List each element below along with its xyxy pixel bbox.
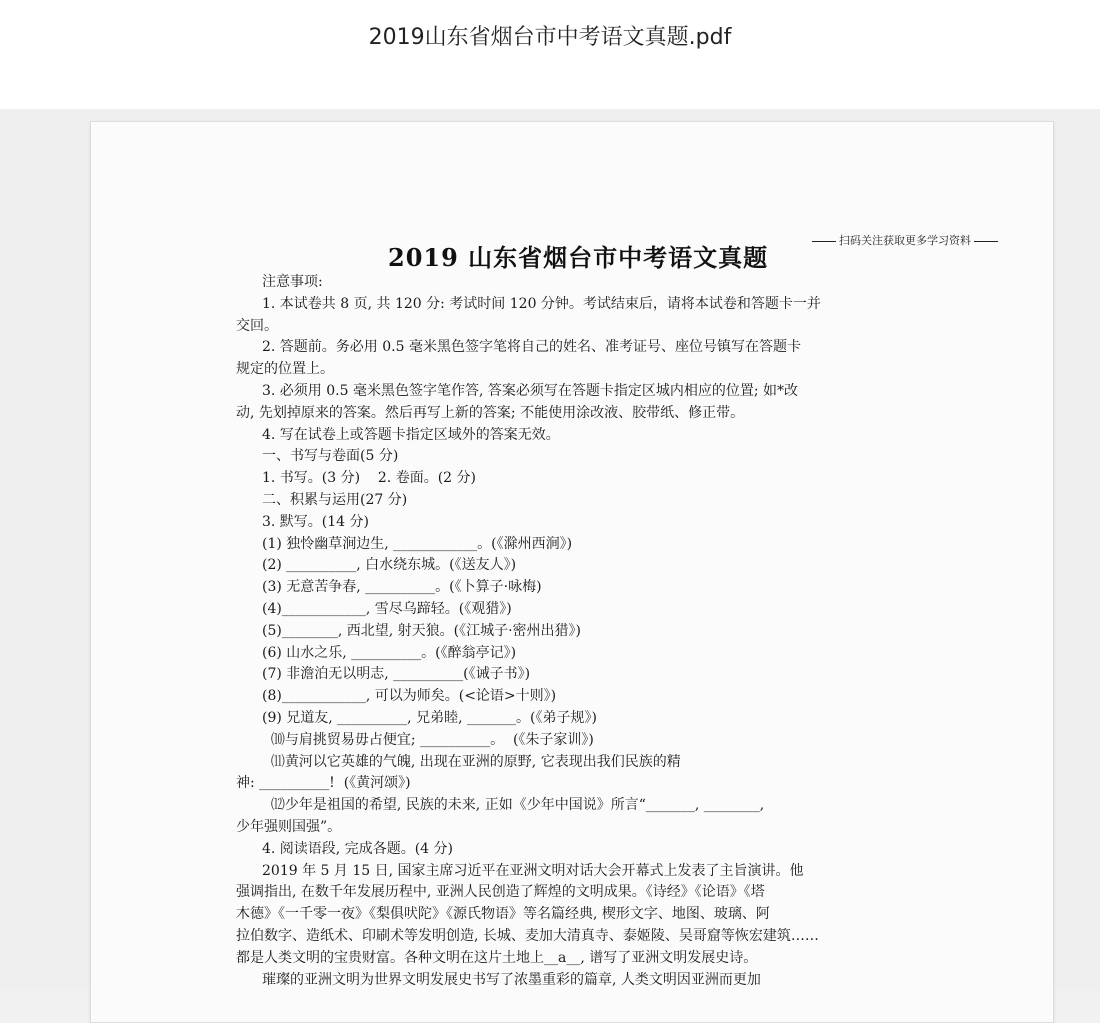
text-line: 神: __________! (《黄河颂》) <box>236 775 411 792</box>
text-line: 2019 年 5 月 15 日, 国家主席习近平在亚洲文明对话大会开幕式上发表了主旨演讲。他 <box>262 862 804 879</box>
text-line: (5)________, 西北望, 射天狼。(《江城子·密州出猎》) <box>262 622 582 639</box>
text-line: 交回。 <box>236 317 278 334</box>
exam-title: 2019 山东省烟台市中考语文真题 <box>388 243 769 272</box>
text-line: ⑿少年是祖国的希望, 民族的未来, 正如《少年中国说》所言“_______, ________, <box>262 797 765 814</box>
text-line: 拉伯数字、造纸术、印刷术等发明创造, 长城、麦加大清真寺、泰姬陵、吴哥窟等恢宏建筑…… <box>236 927 819 944</box>
text-line: ⑾黄河以它英雄的气魄, 出现在亚洲的原野, 它表现出我们民族的精 <box>262 753 681 770</box>
text-line: 二、积累与运用(27 分) <box>262 491 408 508</box>
text-line: 4. 写在试卷上或答题卡指定区域外的答案无效。 <box>262 426 560 443</box>
text-line: (7) 非澹泊无以明志, __________(《诫子书》) <box>262 666 531 683</box>
text-line: 1. 本试卷共 8 页, 共 120 分: 考试时间 120 分钟。考试结束后，请将本试卷和答题卡一并 <box>262 295 821 312</box>
qr-note-text: 扫码关注获取更多学习资料 <box>839 234 971 247</box>
text-line: 动, 先划掉原来的答案。然后再写上新的答案; 不能使用涂改液、胶带纸、修正带。 <box>236 404 745 421</box>
text-line: (2) __________, 白水绕东城。(《送友人》) <box>262 557 517 574</box>
text-line: 4. 阅读语段, 完成各题。(4 分) <box>262 840 453 857</box>
text-line: 都是人类文明的宝贵财富。各种文明在这片土地上__a__, 谱写了亚洲文明发展史诗。 <box>236 949 758 966</box>
text-line: (1) 独怜幽草涧边生, ____________。(《滁州西涧》) <box>262 535 573 552</box>
text-line: 1. 书写。(3 分) 2. 卷面。(2 分) <box>262 470 476 487</box>
text-line: 规定的位置上。 <box>236 361 334 378</box>
text-line: (6) 山水之乐, __________。(《醉翁亭记》) <box>262 644 517 661</box>
text-line: (9) 兄道友, __________, 兄弟睦, _______。(《弟子规》) <box>262 709 597 726</box>
text-line: 一、书写与卷面(5 分) <box>262 448 399 465</box>
text-line: ⑽与肩挑贸易毋占便宜; __________。 (《朱子家训》) <box>262 731 594 748</box>
divider-line <box>812 241 836 242</box>
text-line: 少年强则国强”。 <box>236 818 342 835</box>
text-line: 3. 必须用 0.5 毫米黑色签字笔作答, 答案必须写在答题卡指定区城内相应的位置; 如*改 <box>262 382 799 399</box>
text-line: 强调指出, 在数千年发展历程中, 亚洲人民创造了辉煌的文明成果。《诗经》《论语》《塔 <box>236 884 765 901</box>
text-line: 木德》《一千零一夜》《梨俱吠陀》《源氏物语》等名篇经典, 楔形文字、地图、玻璃、阿 <box>236 906 770 923</box>
document-title: 2019山东省烟台市中考语文真题.pdf <box>368 25 732 50</box>
text-line: 3. 默写。(14 分) <box>262 513 369 530</box>
title-bar <box>0 0 1100 109</box>
text-line: (4)____________, 雪尽乌蹄轻。(《观猎》) <box>262 600 512 617</box>
divider-line <box>974 241 998 242</box>
exam-body <box>236 272 916 991</box>
text-line: (3) 无意苦争春, __________。(《卜算子·咏梅) <box>262 579 542 596</box>
text-line: 璀璨的亚洲文明为世界文明发展史书写了浓墨重彩的篇章, 人类文明因亚洲而更加 <box>262 971 761 988</box>
text-line: 2. 答题前。务必用 0.5 毫米黑色签字笔将自己的姓名、准考证号、座位号镇写在答题卡 <box>262 339 801 356</box>
text-line: (8)____________, 可以为师矣。(<论语>十则》) <box>262 688 557 705</box>
pdf-page <box>90 121 1054 1023</box>
qr-note <box>809 232 1001 248</box>
text-line: 注意事项: <box>262 274 323 290</box>
